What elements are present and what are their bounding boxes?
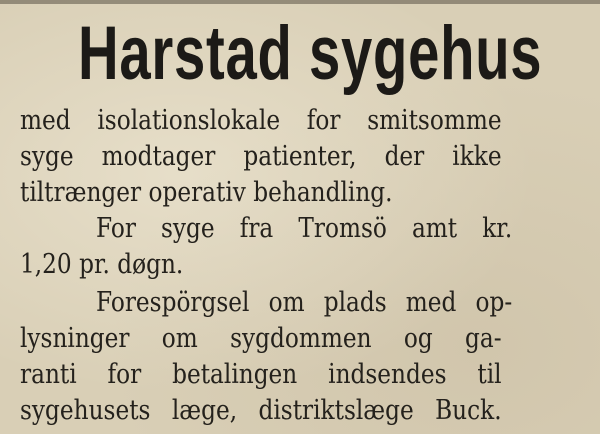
body-line-1: med isolationslokale for smitsomme xyxy=(20,105,502,136)
body-line-9: sygehusets læge, distriktslæge Buck. xyxy=(20,395,502,426)
body-line-4: For syge fra Tromsö amt kr. xyxy=(96,213,513,244)
body-line-7: lysninger om sygdommen og ga- xyxy=(20,323,502,354)
body-line-2: syge modtager patienter, der ikke xyxy=(20,141,502,172)
notice-title: Harstad sygehus xyxy=(78,11,543,96)
body-line-8: ranti for betalingen indsendes til xyxy=(20,359,502,390)
body-line-6: Forespörgsel om plads med op- xyxy=(96,287,513,318)
body-line-5: 1,20 pr. døgn. xyxy=(20,249,184,280)
body-line-3: tiltrænger operativ behandling. xyxy=(20,177,393,208)
